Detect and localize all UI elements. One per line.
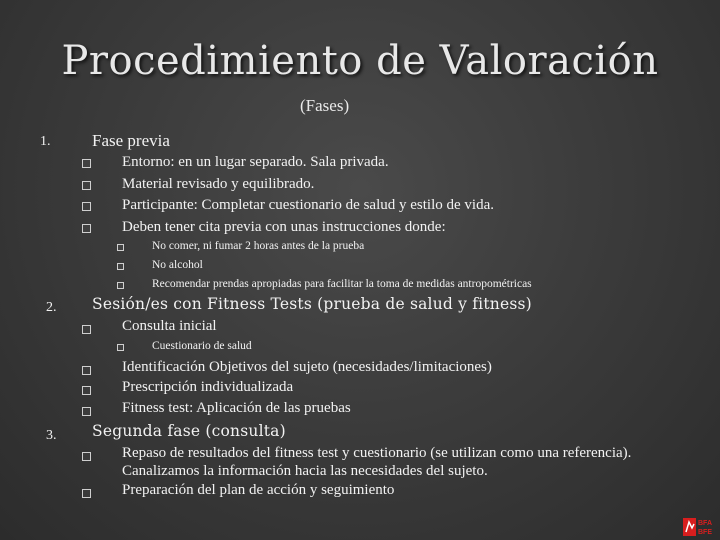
slide-subtitle: (Fases) [300, 96, 350, 115]
logo-text-bottom: BFE [698, 529, 712, 536]
section-1-number: 1. [40, 134, 51, 149]
list-item: Fitness test: Aplicación de las pruebas [122, 400, 351, 416]
section-3-heading: Segunda fase (consulta) [92, 422, 286, 440]
list-item: Consulta inicial [122, 318, 217, 334]
list-item: Material revisado y equilibrado. [122, 176, 315, 192]
square-bullet-icon [82, 407, 91, 416]
square-bullet-icon [82, 452, 91, 461]
square-bullet-icon [82, 386, 91, 395]
section-2-heading: Sesión/es con Fitness Tests (prueba de salud y fitness) [92, 295, 532, 313]
list-item: Identificación Objetivos del sujeto (necesidades/limitaciones) [122, 359, 492, 375]
sub-list-item: No comer, ni fumar 2 horas antes de la prueba [152, 240, 365, 252]
square-bullet-icon [82, 224, 91, 233]
list-item: Entorno: en un lugar separado. Sala privada. [122, 154, 389, 170]
square-bullet-icon [82, 366, 91, 375]
square-bullet-icon [82, 159, 91, 168]
square-bullet-icon [117, 344, 124, 351]
logo-text-top: BFA [698, 520, 712, 527]
slide-title: Procedimiento de Valoración [61, 38, 659, 84]
square-bullet-icon [117, 244, 124, 251]
square-bullet-icon [82, 489, 91, 498]
section-2-number: 2. [46, 300, 57, 315]
section-1-heading: Fase previa [92, 131, 170, 150]
square-bullet-icon [82, 325, 91, 334]
list-item: Preparación del plan de acción y seguimiento [122, 482, 395, 498]
square-bullet-icon [82, 202, 91, 211]
list-item: Deben tener cita previa con unas instrucciones donde: [122, 219, 446, 235]
square-bullet-icon [117, 263, 124, 270]
list-item: Repaso de resultados del fitness test y cuestionario (se utilizan como una referencia). Canalizamos la información hacia las necesidades del sujeto. [122, 445, 632, 479]
section-3-number: 3. [46, 428, 57, 443]
sub-list-item: Recomendar prendas apropiadas para facilitar la toma de medidas antropométricas [152, 278, 532, 290]
bfa-logo-icon [683, 516, 717, 538]
sub-list-item: No alcohol [152, 259, 203, 271]
square-bullet-icon [82, 181, 91, 190]
square-bullet-icon [117, 282, 124, 289]
sub-list-item: Cuestionario de salud [152, 340, 252, 352]
list-item: Prescripción individualizada [122, 379, 294, 395]
list-item: Participante: Completar cuestionario de salud y estilo de vida. [122, 197, 494, 213]
